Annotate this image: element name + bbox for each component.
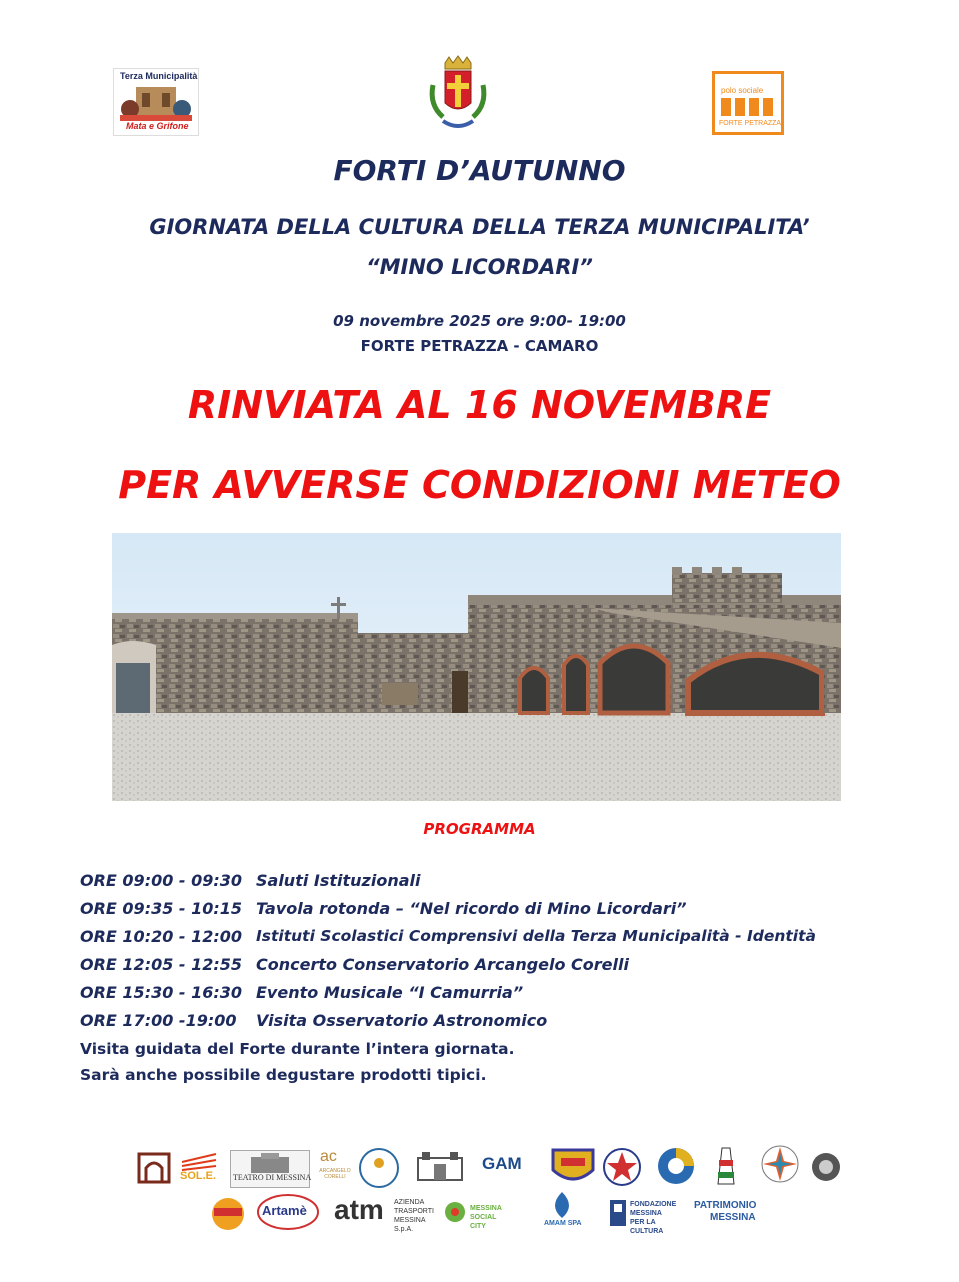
sponsor-logo-sole (176, 1152, 224, 1186)
sponsor-logo-patrimonio (694, 1200, 764, 1230)
sponsor-logo-corelli (314, 1148, 356, 1186)
artame-text: Artamè (262, 1203, 307, 1218)
program-desc: Istituti Scolastici Comprensivi della Terza Municipalità - Identità (256, 927, 816, 945)
event-subtitle-line1: GIORNATA DELLA CULTURA DELLA TERZA MUNICIPALITA’ (149, 215, 810, 239)
program-time: ORE 09:00 - 09:30 (80, 871, 243, 890)
messina-text: MESSINA (710, 1212, 756, 1223)
social-city-text: MESSINA SOCIAL CITY (470, 1205, 502, 1230)
program-desc: Evento Musicale “I Camurria” (256, 983, 524, 1002)
program-desc: Concerto Conservatorio Arcangelo Corelli (256, 955, 629, 974)
sponsor-logo-castle (412, 1148, 468, 1186)
sponsor-logo-gam (478, 1152, 534, 1180)
sponsor-logo-fondazione (608, 1198, 677, 1235)
event-location: FORTE PETRAZZA - CAMARO (360, 337, 599, 355)
gam-text: GAM (482, 1154, 522, 1173)
polo-sociale-text: polo sociale (721, 86, 764, 95)
sponsor-logo-lighthouse (708, 1144, 744, 1188)
program-time: ORE 10:20 - 12:00 (80, 927, 243, 946)
weather-notice: PER AVVERSE CONDIZIONI METEO (118, 463, 841, 507)
forte-petrazza-text: FORTE PETRAZZA (719, 120, 782, 127)
tasting-note: Sarà anche possibile degustare prodotti tipici. (80, 1066, 487, 1084)
logo-top-text: Terza Municipalità (120, 71, 198, 81)
amam-text: AMAM SPA (544, 1220, 582, 1227)
sponsor-logo-amam (536, 1190, 588, 1234)
sponsor-logo-messina-social-city (444, 1198, 514, 1230)
postponed-notice: RINVIATA AL 16 NOVEMBRE (187, 383, 772, 427)
sponsor-logo-teatro (230, 1150, 310, 1188)
program-time: ORE 17:00 -19:00 (80, 1011, 237, 1030)
corelli-mark-icon: ac (320, 1148, 337, 1165)
sponsor-logo-star-badge (602, 1144, 642, 1190)
sponsor-logo-blue-circle (656, 1146, 696, 1186)
program-time: ORE 12:05 - 12:55 (80, 955, 243, 974)
event-subtitle-line2: “MINO LICORDARI” (366, 255, 593, 279)
atm-subtext: AZIENDA TRASPORTI MESSINA S.p.A. (394, 1199, 434, 1233)
corelli-text: ARCANGELO CORELLI (319, 1168, 351, 1180)
orange-battlements-icon (721, 98, 775, 116)
sole-text: SOL.E. (180, 1170, 217, 1182)
fort-photo (112, 533, 841, 801)
logo-bottom-text: Mata e Grifone (126, 121, 189, 131)
program-time: ORE 09:35 - 10:15 (80, 899, 243, 918)
teatro-text: TEATRO DI MESSINA (233, 1173, 312, 1182)
sponsor-logo-shield (549, 1146, 597, 1188)
event-title: FORTI D’AUTUNNO (333, 154, 626, 187)
sponsor-logo-atm (334, 1194, 434, 1234)
program-desc: Visita Osservatorio Astronomico (256, 1011, 548, 1030)
patrimonio-text: PATRIMONIO (694, 1200, 757, 1211)
fondazione-text: FONDAZIONE MESSINA PER LA CULTURA (630, 1201, 677, 1235)
guided-tour-note: Visita guidata del Forte durante l’intera giornata. (80, 1040, 515, 1058)
program-time: ORE 15:30 - 16:30 (80, 983, 243, 1002)
sponsor-logo-arch (137, 1150, 171, 1186)
sponsor-logo-orange-circle (206, 1196, 252, 1234)
event-date: 09 novembre 2025 ore 9:00- 19:00 (333, 312, 626, 330)
messina-coat-of-arms-logo (425, 55, 491, 137)
sponsor-logo-circle-badge (358, 1147, 400, 1189)
program-desc: Tavola rotonda – “Nel ricordo di Mino Licordari” (256, 899, 687, 918)
sponsor-logo-round-seal (808, 1143, 844, 1189)
terza-municipalita-logo (113, 68, 199, 136)
program-desc: Saluti Istituzionali (256, 871, 421, 890)
atm-text: atm (334, 1194, 384, 1225)
programma-heading: PROGRAMMA (423, 820, 536, 838)
sponsor-logo-artame (256, 1192, 320, 1232)
sponsor-logo-compass (760, 1144, 800, 1184)
forte-petrazza-logo (712, 71, 784, 135)
